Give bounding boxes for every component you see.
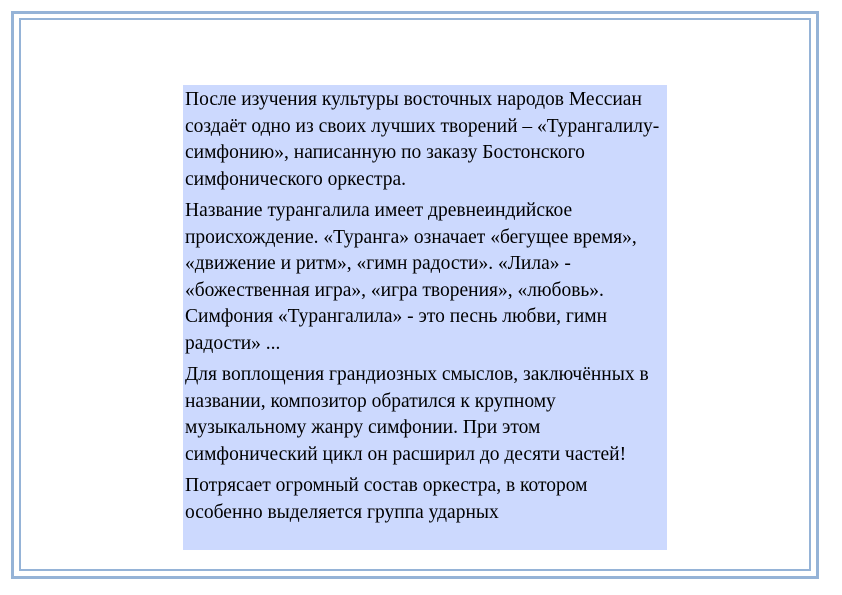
slide-text-box (183, 85, 667, 550)
paragraph-2: Название турангалила имеет древнеиндийское происхождение. «Туранга» означает «бегущее время», «движение и ритм», «гимн радости». «Лила» - «божественная игра», «игра творения», «любовь». Симфония «Турангалила» - это песнь любви, гимн радости» ... (185, 200, 637, 354)
paragraph-1: После изучения культуры восточных народов Мессиан создаёт одно из своих лучших творений – «Турангалилу-симфонию», написанную по заказу Бостонского симфонического оркестра. (185, 89, 660, 190)
paragraph-4: Потрясает огромный состав оркестра, в котором особенно выделяется группа ударных (185, 475, 588, 523)
paragraph-3: Для воплощения грандиозных смыслов, заключённых в названии, композитор обратился к крупному музыкальному жанру симфонии. При этом симфонический цикл он расширил до десяти частей! (185, 364, 649, 465)
